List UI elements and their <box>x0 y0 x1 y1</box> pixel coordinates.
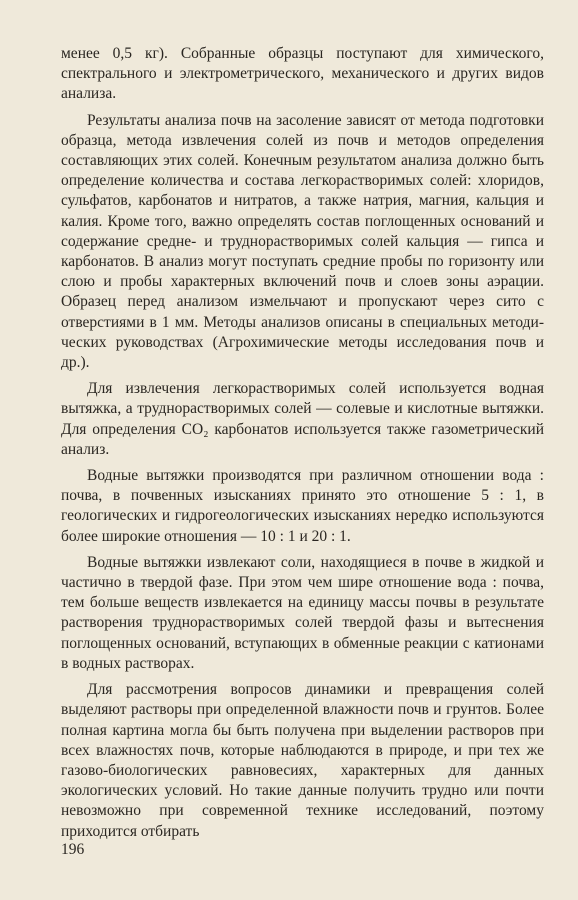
paragraph-3: Для извлечения легкорастворимых солей используется водная вытяжка, а труднорастворимых солей — солевые и кислотные вытяжки. Для определения CO₂ карбонатов используется также газометрический анализ. <box>61 380 544 458</box>
paragraph-1: менее 0,5 кг). Собранные образцы поступают для химического, спектрального и электрометрического, механического и других видов анализа. <box>61 45 544 103</box>
page-body <box>61 44 544 842</box>
paragraph-5: Водные вытяжки извлекают соли, находящиеся в почве в жидкой и частично в твердой фазе. При этом чем шире отношение вода : почва, тем больше веществ извлекается на единицу массы почвы в результате растворения труднорастворимых солей твердой фазы и вытеснения поглощенных оснований, вступающих в обменные реакции с катионами в водных растворах. <box>61 553 544 672</box>
paragraph-4: Водные вытяжки производятся при различном отношении вода : почва, в почвенных изысканиях принято это отношение 5 : 1, в геологических и гидрогеологических изысканиях нередко используются более широкие отношения — 10 : 1 и 20 : 1. <box>61 467 544 545</box>
paragraph-6: Для рассмотрения вопросов динамики и превращения солей выделяют растворы при определенной влажности почв и грунтов. Более полная картина могла бы быть получена при выделении растворов при всех влажностях почв, которые наблюдаются в природе, и при тех же газово-биологических равновесиях, характерных для данных экологических условий. Но такие данные получить трудно или почти невозможно при современной технике исследований, поэтому приходится отбирать <box>61 681 544 840</box>
page-number: 196 <box>61 841 85 858</box>
paragraph-2: Результаты анализа почв на засоление зависят от метода подготовки образца, метода извлечения солей из почв и методов определения составляющих этих солей. Конечным результатом анализа должно быть определение количества и состава легкорастворимых солей: хлоридов, сульфатов, карбонатов и нитратов, а также натрия, магния, кальция и калия. Кроме того, важно определять состав поглощенных оснований и содержание средне- и труднорастворимых солей кальция — гипса и карбонатов. В анализ могут поступать средние пробы по горизонту или слою и пробы характерных включений почв и слоев зоны аэрации. Образец перед анализом измельчают и пропускают через сито с отверстиями в 1 мм. Методы анализов описаны в специальных методических руководствах (Агрохимические методы исследования почв и др.). <box>61 111 544 372</box>
